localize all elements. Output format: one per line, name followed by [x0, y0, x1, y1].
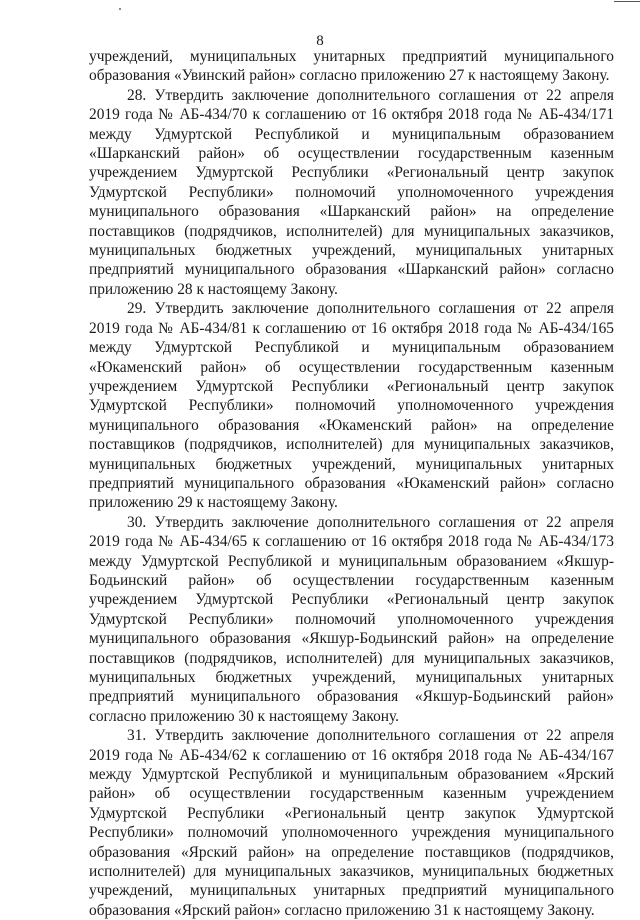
body-text	[89, 47, 614, 920]
page-number: 8	[316, 33, 324, 49]
paragraph-item-29: 29. Утвердить заключение дополнительного соглашения от 22 апреля 2019 года № АБ-434/81 к соглашению от 16 октября 2018 года № АБ-434/165 между Удмуртской Республикой и муниципальным образованием «Юкаменский район» об осуществлении государственным казенным учреждением Удмуртской Республики «Региональный центр закупок Удмуртской Республики» полномочий уполномоченного учреждения муниципального образования «Юкаменский район» на определение поставщиков (подрядчиков, исполнителей) для муниципальных заказчиков, муниципальных бюджетных учреждений, муниципальных унитарных предприятий муниципального образования «Юкаменский район» согласно приложению 29 к настоящему Закону.	[89, 300, 614, 512]
scan-corner-line	[614, 1, 640, 2]
scan-dot	[119, 8, 121, 10]
paragraph-item-28: 28. Утвердить заключение дополнительного соглашения от 22 апреля 2019 года № АБ-434/70 к соглашению от 16 октября 2018 года № АБ-434/171 между Удмуртской Республикой и муниципальным образованием «Шарканский район» об осуществлении государственным казенным учреждением Удмуртской Республики «Региональный центр закупок Удмуртской Республики» полномочий уполномоченного учреждения муниципального образования «Шарканский район» на определение поставщиков (подрядчиков, исполнителей) для муниципальных заказчиков, муниципальных бюджетных учреждений, муниципальных унитарных предприятий муниципального образования «Шарканский район» согласно приложению 28 к настоящему Закону.	[89, 86, 614, 298]
paragraph-item-31: 31. Утвердить заключение дополнительного соглашения от 22 апреля 2019 года № АБ-434/62 к соглашению от 16 октября 2018 года № АБ-434/167 между Удмуртской Республикой и муниципальным образованием «Ярский район» об осуществлении государственным казенным учреждением Удмуртской Республики «Региональный центр закупок Удмуртской Республики» полномочий уполномоченного учреждения муниципального образования «Ярский район» на определение поставщиков (подрядчиков, исполнителей) для муниципальных заказчиков, муниципальных бюджетных учреждений, муниципальных унитарных предприятий муниципального образования «Ярский район» согласно приложению 31 к настоящему Закону.	[89, 727, 614, 919]
paragraph-item-30: 30. Утвердить заключение дополнительного соглашения от 22 апреля 2019 года № АБ-434/65 к соглашению от 16 октября 2018 года № АБ-434/173 между Удмуртской Республикой и муниципальным образованием «Якшур-Бодьинский район» об осуществлении государственным казенным учреждением Удмуртской Республики «Региональный центр закупок Удмуртской Республики» полномочий уполномоченного учреждения муниципального образования «Якшур-Бодьинский район» на определение поставщиков (подрядчиков, исполнителей) для муниципальных заказчиков, муниципальных бюджетных учреждений, муниципальных унитарных предприятий муниципального образования «Якшур-Бодьинский район» согласно приложению 30 к настоящему Закону.	[89, 513, 614, 725]
paragraph-continuation: учреждений, муниципальных унитарных предприятий муниципального образования «Увинский район» согласно приложению 27 к настоящему Закону.	[89, 48, 614, 85]
